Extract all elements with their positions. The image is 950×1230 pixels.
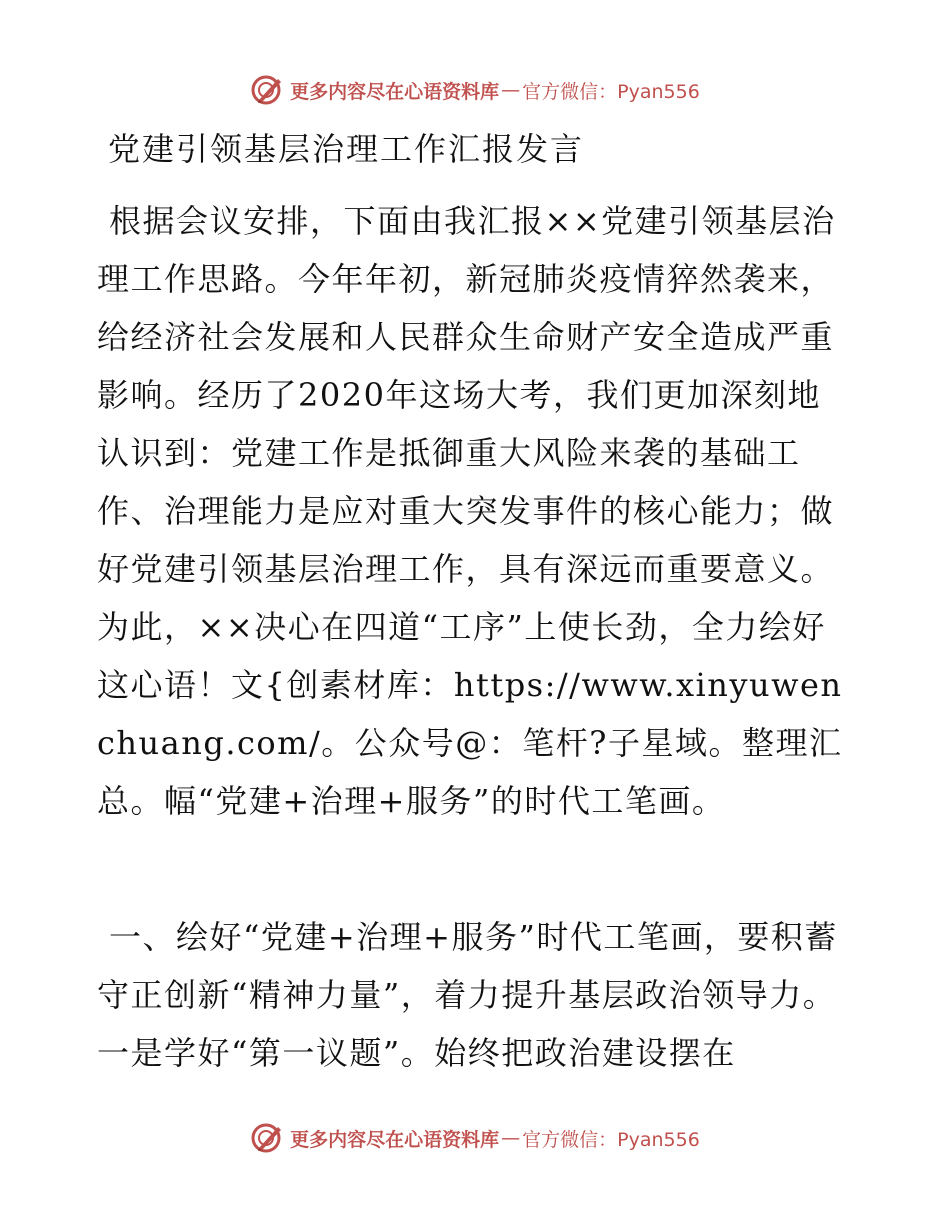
header-promo-text: 更多内容尽在心语资料库 xyxy=(290,80,500,103)
header-wechat-text: 官方微信：Pyan556 xyxy=(522,80,700,103)
document-paragraph: 根据会议安排，下面由我汇报××党建引领基层治理工作思路。今年年初，新冠肺炎疫情猝然袭来，给经济社会发展和人民群众生命财产安全造成严重影响。经历了2020年这场大考，我们更加深刻地认识到：党建工作是抵御重大风险来袭的基础工作、治理能力是应对重大突发事件的核心能力；做好党建引领基层治理工作，具有深远而重要意义。为此，××决心在四道“工序”上使长劲，全力绘好这心语！文{创素材库：https://www.xinyuwenchuang.com/。公众号@：笔杆?子星域。整理汇总。幅“党建+治理+服务”的时代工笔画。 xyxy=(97,202,843,820)
document-title: 党建引领基层治理工作汇报发言 xyxy=(108,130,585,168)
pen-logo-icon xyxy=(250,1121,284,1155)
document-paragraph: 一、绘好“党建+治理+服务”时代工笔画，要积蓄守正创新“精神力量”，着力提升基层政治领导力。一是学好“第一议题”。始终把政治建设摆在 xyxy=(97,918,838,1072)
footer-separator: — xyxy=(501,1127,521,1149)
footer-wechat-text: 官方微信：Pyan556 xyxy=(522,1128,700,1151)
pen-logo-icon xyxy=(250,73,284,107)
footer-promo-text: 更多内容尽在心语资料库 xyxy=(290,1128,500,1151)
footer-banner xyxy=(0,1118,950,1158)
header-banner xyxy=(0,70,950,110)
header-separator: — xyxy=(501,79,521,101)
